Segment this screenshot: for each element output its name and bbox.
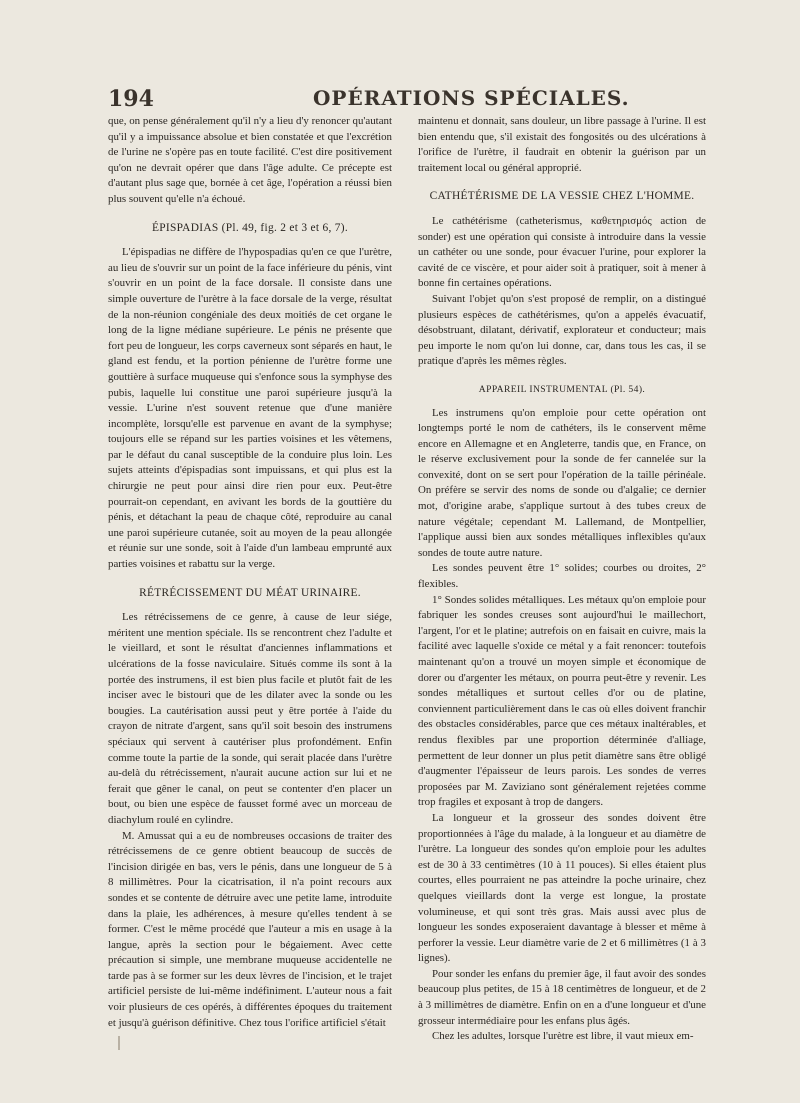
right-column — [418, 114, 706, 1045]
paragraph-appareil-3: 1° Sondes solides métalliques. Les métaux qu'on emploie pour fabriquer les sondes creuses sont aujourd'hui le maillechort, l'argent, l'or et le platine; autrefois on en faisait en cuivre, mais la facilité avec laquelle s'oxide ce métal y a fait renoncer: toutefois maintenant qu'on a trouvé un moyen simple et économique de dorer ou d'argenter les métaux, on pourra peut-être y revenir. Les sondes métalliques et surtout celles d'or ou de platine, conviennent particulièrement dans le cas où elles doivent franchir des obstacles considérables, parce que ces métaux inaltérables, et rendus flexibles par une proportion déterminée d'alliage, permettent de leur donner un plus petit diamètre sans être obligé d'augmenter l'épaisseur de leurs parois. Les sondes de verres proposées par M. Zaviziano sont généralement rejetées comme trop fragiles et exposant à trop de dangers. — [418, 593, 706, 809]
paragraph-appareil-4: La longueur et la grosseur des sondes doivent être proportionnées à l'âge du malade, à la longueur et au diamètre de l'urètre. La longueur des sondes qu'on emploie pour les adultes est de 30 à 33 centimètres (10 à 11 pouces). Si elles étaient plus courtes, elles pourraient ne pas atteindre la poche urinaire, chez quelques vieillards dont la verge est longue, la prostate volumineuse, et qui sont très gras. Mais aussi avec plus de longueur les sondes exposeraient davantage à blesser et même à perforer la vessie. Leur diamètre varie de 2 et 6 millimètres (1 à 3 lignes). — [418, 811, 706, 965]
heading-retrecissement: RÉTRÉCISSEMENT DU MÉAT URINAIRE. — [139, 586, 361, 599]
paragraph-retrecissement-1: Les rétrécissemens de ce genre, à cause de leur siége, méritent une mention spéciale. Ils se rencontrent chez l'adulte et le vieillard, et sont le résultat d'anciennes inflammations et ulcérations de la fosse naviculaire. Situés comme ils sont à la portée des instrumens, il est bien plus facile et plutôt fait de les inciser avec le bistouri que de les dilater avec la sonde ou les bougies. La cautérisation aussi peut y être portée à l'aide du crayon de nitrate d'argent, sans qu'il soit besoin des instrumens spéciaux qui servent à cautériser plus profondément. Enfin comme toute la partie de la sonde, qui serait placée dans l'urètre au-delà du rétrécissement, n'aurait aucune action sur lui et ne ferait que gêner le canal, on peut se contenter d'en placer un bout, ou bien une espèce de fausset formé avec un morceau de diachylum roulé en cylindre. — [108, 611, 392, 826]
paragraph-appareil-6: Chez les adultes, lorsque l'urètre est libre, il vaut mieux em- — [432, 1030, 694, 1043]
heading-appareil-instrumental: APPAREIL INSTRUMENTAL (Pl. 54). — [478, 383, 646, 395]
paragraph-catheterisme-1: Le cathétérisme (catheterismus, καθετηρισμός action de sonder) est une opération qui consiste à introduire dans la vessie un cathéter ou une sonde, pour évacuer l'urine, pour explorer la cavité de ce viscère, et pour aider soit à pratiquer, soit à mener à bonne fin certaines opérations. — [418, 214, 706, 290]
page-header — [108, 86, 690, 112]
heading-epispadias: ÉPISPADIAS (Pl. 49, fig. 2 et 3 et 6, 7). — [151, 221, 349, 234]
heading-catheterisme: CATHÉTÉRISME DE LA VESSIE CHEZ L'HOMME. — [429, 190, 695, 203]
page-number: 194 — [108, 86, 154, 112]
paragraph-appareil-5: Pour sonder les enfans du premier âge, il faut avoir des sondes beaucoup plus petites, de 15 à 18 centimètres de longueur, et de 2 à 3 millimètres de diamètre. Enfin on en a d'une longueur et d'une grosseur intermédiaire pour les enfans plus âgés. — [418, 967, 706, 1027]
paragraph-intro: que, on pense généralement qu'il n'y a lieu d'y renoncer qu'autant qu'il y a impuissance absolue et bien constatée et que l'excrétion de l'urine ne s'opère pas en toute facilité. C'est dire positivement qu'on ne devrait opérer que dans l'âge adulte. Ce précepte est d'autant plus sage que, bornée à cet âge, l'opération a réussi bien plus souvent qu'elle n'a échoué. — [108, 115, 392, 205]
paragraph-epispadias: L'épispadias ne diffère de l'hypospadias qu'en ce que l'urètre, au lieu de s'ouvrir sur un point de la face inférieure du pénis, vint s'ouvrir en un point de la face dorsale. Il consiste dans une simple ouverture de l'urètre à la face dorsale de la verge, résultat de la non-réunion congéniale des deux moitiés de cet organe le long de la ligne médiane supérieure. Le pénis ne présente que fort peu de longueur, les corps caverneux sont séparés en haut, le gland est fendu, et la portion pénienne de l'urètre forme une gouttière à surface muqueuse qui s'enfonce sous la symphyse des pubis, laquelle lui constitue une paroi supérieure jusqu'à la vessie. L'urine n'est souvent retenue que d'une manière incomplète, lorsqu'elle est parvenue en avant de la symphyse; toujours elle se répand sur les parties voisines et les vêtemens, par le défaut du canal susceptible de la conduire plus loin. Les sujets atteints d'épispadias sont impuissans, et qui plus est la chirurgie ne peut pour ainsi dire rien pour eux. Peut-être pourrait-on cependant, en avivant les bords de la gouttière du pénis, et détachant la peau de chaque côté, reproduire au canal une paroi supérieure cutanée, soit au moyen de la peau allongée et réunie sur une sonde, soit à l'aide d'un lambeau emprunté aux parties voisines et rabattu sur la verge. — [108, 246, 392, 571]
margin-mark — [118, 1036, 120, 1050]
paragraph-appareil-1: Les instrumens qu'on emploie pour cette opération ont longtemps porté le nom de cathéters, ils le conservent même encore en Allemagne et en Angleterre, tandis que, en France, on le réserve exclusivement pour la sonde de fer cannelée sur la convexité, dont on se sert pour l'opération de la taille périnéale. On préfère se servir des noms de sonde ou d'algalie; ce dernier mot, d'origine arabe, s'applique surtout à des tubes creux de nature végétale; cependant M. Lallemand, de Montpellier, l'applique aussi bien aux sondes métalliques inflexibles qu'aux sondes de toute autre nature. — [418, 406, 706, 559]
paragraph-catheterisme-2: Suivant l'objet qu'on s'est proposé de remplir, on a distingué plusieurs espèces de cathétérismes, qu'on a appelés évacuatif, désobstruant, dilatant, dérivatif, explorateur et conducteur; mais peu importe le nom qu'on lui donne, car, dans tous les cas, il se pratique d'après les mêmes règles. — [418, 292, 706, 368]
paragraph-retrecissement-2: M. Amussat qui a eu de nombreuses occasions de traiter des rétrécissemens de ce genre obtient beaucoup de succès de l'incision dirigée en bas, vers le pénis, dans une longueur de 5 à 8 millimètres. Pour la cicatrisation, il n'a point recours aux sondes et se contente de détruire avec une petite lame, introduite dans la plaie, les adhérences, à mesure qu'elles tendent à se former. C'est le même procédé que l'auteur a mis en usage à la langue, après la section pour le bégaiement. Avec cette précaution si simple, une membrane muqueuse accidentelle ne tarde pas à se former sur les deux lèvres de l'incision, et le trajet artificiel persiste de lui-même indéfiniment. L'auteur nous a fait voir plusieurs de ces opérés, à différentes époques du traitement et jusqu'à guérison définitive. Chez tous l'orifice artificiel s'était — [108, 829, 392, 1029]
paragraph-continued: maintenu et donnait, sans douleur, un libre passage à l'urine. Il est bien entendu que, s'il existait des fongosités ou des ulcérations à l'orifice de l'urètre, il faudrait en obtenir la guérison par un traitement local ou général approprié. — [418, 115, 706, 174]
running-title: OPÉRATIONS SPÉCIALES. — [313, 86, 630, 110]
left-column — [108, 114, 392, 1031]
paragraph-appareil-2: Les sondes peuvent être 1° solides; courbes ou droites, 2° flexibles. — [418, 562, 706, 591]
